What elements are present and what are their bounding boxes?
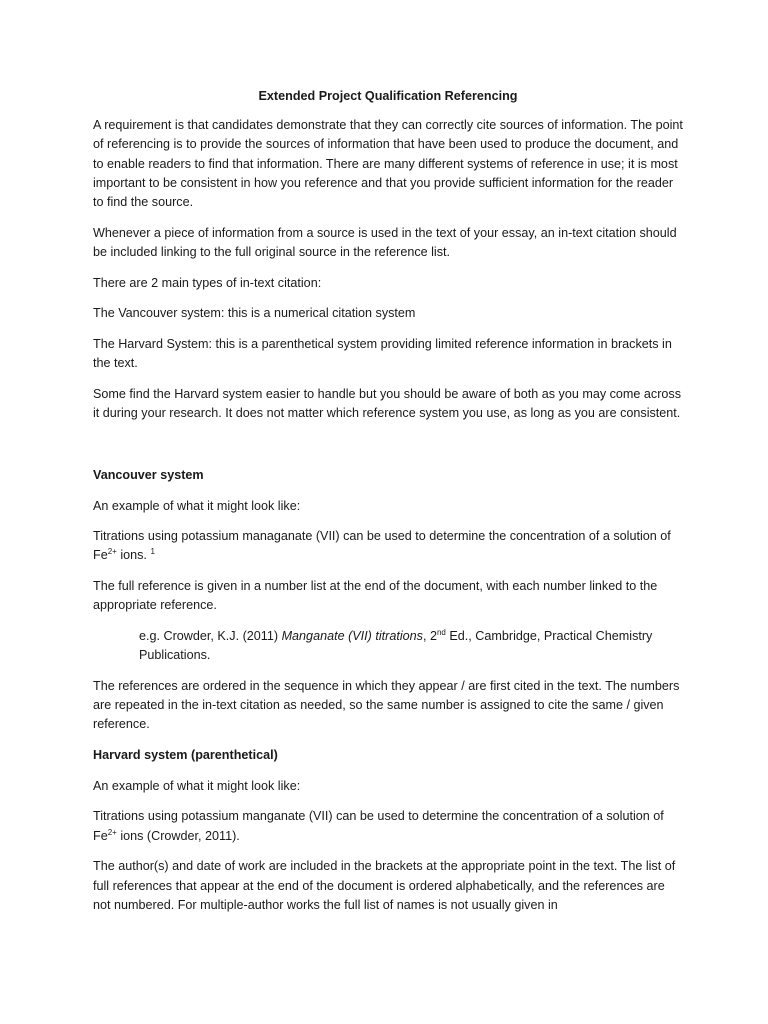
reference-suffix: Ed., Cambridge, Practical Chemistry Publications. bbox=[139, 629, 653, 663]
section-spacer bbox=[93, 435, 683, 466]
vancouver-full-reference-text: The full reference is given in a number list at the end of the document, with each number linked to the appropriate reference. bbox=[93, 579, 658, 613]
vancouver-example-intro: An example of what it might look like: bbox=[93, 498, 301, 513]
harvard-example-intro: An example of what it might look like: bbox=[93, 778, 301, 793]
harvard-authors-text: The author(s) and date of work are included in the brackets at the appropriate point in the text. The list of full references that appear at the end of the document is ordered alphabetically, and the references are not numbered. For multiple-author works the full list of names is not usually given in bbox=[93, 859, 676, 912]
harvard-definition: The Harvard System: this is a parenthetical system providing limited reference information in brackets in the text. bbox=[93, 337, 672, 371]
citation-number-superscript: 1 bbox=[150, 547, 155, 557]
ion-charge-superscript: 2+ bbox=[107, 827, 117, 837]
document-title: Extended Project Qualification Referencing bbox=[258, 89, 518, 103]
intro-paragraph-3: There are 2 main types of in-text citation: bbox=[93, 275, 322, 290]
vancouver-example-text-end: ions. bbox=[116, 548, 151, 563]
reference-title: Manganate (VII) titrations bbox=[281, 629, 423, 644]
intro-paragraph-2: Whenever a piece of information from a source is used in the text of your essay, an in-text citation should be included linking to the full original source in the reference list. bbox=[93, 225, 677, 259]
reference-prefix: e.g. Crowder, K.J. (2011) bbox=[139, 629, 282, 644]
vancouver-example bbox=[93, 527, 683, 565]
intro-paragraph-6: Some find the Harvard system easier to handle but you should be aware of both as you may come across it during your research. It does not matter which reference system you use, as long as you are consistent. bbox=[93, 386, 682, 421]
vancouver-ordering-text: The references are ordered in the sequence in which they appear / are first cited in the text. The numbers are repeated in the in-text citation as needed, so the same number is assigned to cite the same / given reference. bbox=[93, 678, 680, 732]
harvard-example bbox=[93, 807, 683, 845]
harvard-heading: Harvard system (parenthetical) bbox=[93, 748, 278, 763]
vancouver-heading: Vancouver system bbox=[93, 467, 204, 482]
vancouver-reference-example bbox=[93, 627, 683, 665]
vancouver-example-text: Titrations using potassium managanate (VII) can be used to determine the concentration of a solution of Fe bbox=[93, 529, 671, 563]
reference-separator: , 2 bbox=[422, 629, 437, 644]
intro-paragraph-1: A requirement is that candidates demonstrate that they can correctly cite sources of information. The point of referencing is to provide the sources of information that have been used to produce the document, and to enable readers to find that information. There are many different systems of reference in use; it is most important to be consistent in how you reference and that you provide sufficient information for the reader to find the source. bbox=[93, 118, 683, 210]
ion-charge-superscript: 2+ bbox=[107, 547, 117, 557]
vancouver-definition: The Vancouver system: this is a numerical citation system bbox=[93, 306, 416, 321]
document-body bbox=[93, 87, 683, 927]
edition-superscript: nd bbox=[436, 627, 446, 637]
harvard-example-text: Titrations using potassium manganate (VII) can be used to determine the concentration of a solution of Fe bbox=[93, 809, 664, 843]
harvard-example-text-end: ions (Crowder, 2011). bbox=[116, 828, 240, 843]
